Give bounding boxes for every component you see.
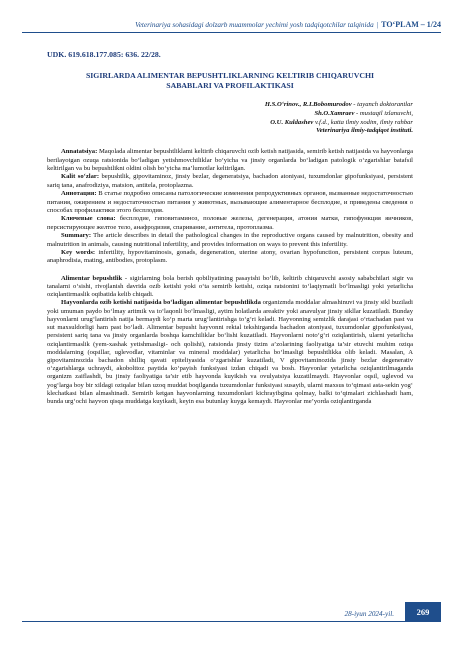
page-footer [22, 603, 441, 622]
author-name: O.U. Kuldashev [270, 118, 314, 126]
paragraph-text: - sigirlarning bola berish qobiliyatining pasayishi bo‘lib, keltirib chiqaruvchi asosiy sababchilari sigir va tanalarni o‘sishi, rivojlanish davrida ozib ketishi yoki o‘ta semirib ketishi, oziqa ratsionini to‘laqiymatli bo‘lmasligi yoki yetarlicha oziqlantirmaslik oqibatida kelib chiqadi. [47, 274, 413, 299]
keywords-ru-label: Ключевые слова: [61, 215, 116, 223]
keywords-uz-text: bepushtlik, gipovitaminoz, jinsiy bezlar, degeneratsiya, bachadon atoniyasi, tuxumdonlar gipofunksiyasi, persistent sariq tana, anafrodiziya, matsion, antitela, protoplazma. [47, 173, 413, 189]
author-role: v.f.d., katta ilmiy xodim, ilmiy rahbar [313, 118, 413, 126]
abstract-ru-label: Аннотация: [61, 190, 97, 198]
keywords-en [47, 249, 413, 266]
body-paragraph [47, 299, 413, 406]
keywords-en-text: infertility, hypovitaminosis, gonads, degeneration, uterine atony, ovarian hypofunction, persistent corpus luteum, anaphrodisia, mating, antibodies, protoplasm. [47, 249, 413, 265]
summary-en-label: Summary: [61, 232, 92, 240]
author-name: H.S.O‘rinov., R.I.Bobomurodov [264, 101, 352, 108]
footer-date: 28-iyun 2024-yil. [344, 610, 394, 618]
abstract-uz-text: Maqolada alimentar bepushtliklami keltirib chiqaruvchi ozib ketish natijasida, semirib ketish natijasida va hayvonlarga berilayotgan ozuqa ratsionida bo‘ladigan yetishmovchiliklar bo‘yicha va jinsiy organlarda bo‘ladigan patologik o‘zgarishlar batafsil keltirilgan va bu bepushtlikni oldini olish bo‘yicha ma’lumotlar keltirilgan. [47, 148, 413, 172]
article-title [47, 71, 413, 91]
abstract-ru [47, 190, 413, 215]
author-role: - mustaqil izlanuvchi, [354, 109, 413, 117]
paragraph-lead: Alimentar bepushtlik [61, 274, 123, 282]
paragraph-text: organizmda moddalar almashinuvi va jinsiy sikl buziladi yoki umuman paydo bo‘lmay aritmik va to‘laqonli bo‘lmasligi, aytim holatlarda areaktiv yoki anavulyar jinsiy sikllar kuzatiladi. Bunday hayvonlarni urug‘lantirish natija bermaydi ko‘p marta urug‘lantirishga to‘g‘ri keladi. Hayvonning semizlik darajasi o‘rtachadan past va sut maxsuldorligi ham past bo‘ladi. Alimentar bepusht hayvonni rektal tekshirganda bachadon atoniyasi, tuxumdonlar gipofunksiyasi, persistent sariq tana va jinsiy organlarda boshqa kamchiliklar bo‘lishi kuzatiladi. Hayvonlarni noto‘g‘ri oziqlantirish, ularni yetarlicha oziqlantirmaslik (yem-xashak yetishmasligi- och qolishi), ratsionda jinsiy tizim a’zolarining faoliyatiga ta’sir etuvchi muhim oziqa moddalarning (oqsillar, uglevodlar, vitaminlar va mineral moddalar) yetarlicha bo‘lmasligi bepushtlikka olib keladi. Masalan, A gipovitaminozida bachadon shilliq qavati epiteliyasida o‘zgarishlar kuzatiladi, V gipovitaminozida jinsiy bezlar degenerativ o‘zgarishlarga uchraydi, akobolttoz paytida ko‘payish funksiyasi izdan chiqadi va bosh. Hayvonlar yetarlicha oziqlantirilmaganda organizm zaiflashdi, bu jinsiy faoliyatiga ta’sir etib hayvonda kuyikish va ovulyatsiya kuzatilmaydi. Hayvonlar oqsil, uglevod va yog‘larga boy bir xildagi oziqalar bilan uzoq muddat boqilganda tuxumdonlar funksiyasi susayib, ularni maxsus to‘qimasi asta-sekin yog‘ klechatkasi bilan almashinadi. Semirib ketgan hayvonlarning tuxumdonlari kichrayibgina qolmay, balki to‘qimalari zichlashadi ham, bunda urg‘ochi hayvon qisqa muddatga kuyikadi, keyin esa butunlay kuyga kemaydi. Hayvonlar me’yorda oziqlantirganda [47, 299, 413, 405]
abstract-uz [47, 148, 413, 173]
title-line-2: SABABLARI VA PROFILAKTIKASI [166, 81, 294, 90]
keywords-ru-text: бесплодие, гиповитаминоз, половые железы, дегенерация, атония матки, гипофункция яичников, персистирующее желтое тело, анафродизия, спаривание, антитела, протоплазма. [47, 215, 413, 231]
institute: Veterinariya ilmiy-tadqiqot instituti. [316, 127, 413, 135]
summary-en-text: The article describes in detail the pathological changes in the reproductive organs caused by malnutrition, obesity and malnutrition in animals, causing nutritional infertility, and provides information on ways to prevent this infertility. [47, 232, 413, 248]
author-line [47, 101, 413, 110]
keywords-ru [47, 215, 413, 232]
paragraph-lead: Hayvonlarda ozib ketishi natijasida bo‘ladigan alimentar bepushtlikda [61, 299, 261, 307]
summary-en [47, 232, 413, 249]
journal-brand: TO‘PLAM – 1/24 [381, 20, 441, 29]
header-separator: | [376, 21, 379, 29]
page-number: 269 [405, 602, 441, 622]
running-header [22, 7, 441, 33]
abstract-ru-text: В статье подробно описаны патологические изменения репродуктивных органов, вызванные недостаточностью питания, ожирением и недостаточностью питания у животных, вызывающие алиментарное бесплодие, и приведены сведения о способах профилактики этого бесплодия. [47, 190, 413, 215]
author-name: Sh.O.Xamraev [314, 109, 355, 117]
keywords-uz [47, 173, 413, 190]
keywords-uz-label: Kalit so‘zlar: [61, 173, 100, 181]
title-line-1: SIGIRLARDA ALIMENTAR BEPUSHTLIKLARNING KELTIRIB CHIQARUVCHI [85, 71, 375, 80]
journal-line: Veterinariya sohasidagi dolzarb muammolar yechimi yosh tadqiqotchilar talqinida [135, 21, 374, 29]
udk-code: UDK. 619.618.177.085: 636. 22/28. [47, 50, 161, 59]
author-line [47, 110, 413, 119]
body-paragraph [47, 275, 413, 300]
abstract-uz-label: Annatatsiya: [61, 148, 98, 156]
author-role: - tayanch doktorantlar [351, 101, 413, 108]
article [47, 42, 413, 406]
author-block [47, 101, 413, 136]
keywords-en-label: Key words: [61, 249, 96, 257]
article-body [47, 275, 413, 406]
author-line [47, 119, 413, 128]
